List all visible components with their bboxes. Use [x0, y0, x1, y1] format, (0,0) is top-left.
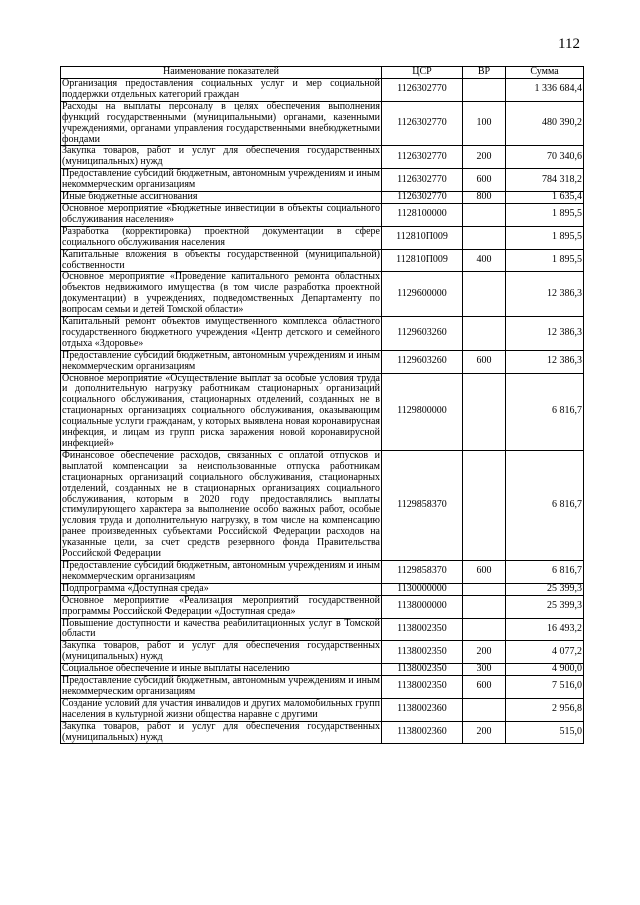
table-row — [61, 583, 584, 595]
table-row — [61, 721, 584, 744]
table-body — [61, 79, 584, 744]
row-sum: 1 895,5 — [506, 249, 584, 272]
row-vr — [463, 450, 506, 560]
table-row — [61, 450, 584, 560]
row-vr — [463, 79, 506, 102]
row-name: Подпрограмма «Доступная среда» — [61, 583, 382, 595]
row-csr: 1129858370 — [382, 450, 463, 560]
table-row — [61, 641, 584, 664]
row-sum: 784 318,2 — [506, 169, 584, 192]
row-vr: 200 — [463, 146, 506, 169]
row-name: Предоставление субсидий бюджетным, автономным учреждениям и иным некоммерческим организациям — [62, 349, 380, 372]
row-sum: 1 336 684,4 — [506, 79, 584, 102]
row-csr: 1129600000 — [382, 272, 463, 317]
row-name: Закупка товаров, работ и услуг для обеспечения государственных (муниципальных) нужд — [62, 640, 380, 663]
row-csr: 1126302770 — [382, 192, 463, 204]
row-name: Основное мероприятие «Бюджетные инвестиции в объекты социального обслуживания населения» — [62, 202, 380, 225]
table-row — [61, 169, 584, 192]
row-sum: 12 386,3 — [506, 317, 584, 351]
row-vr — [463, 272, 506, 317]
row-vr: 100 — [463, 101, 506, 146]
row-vr — [463, 203, 506, 226]
row-vr: 600 — [463, 560, 506, 583]
row-sum: 12 386,3 — [506, 272, 584, 317]
row-name: Предоставление субсидий бюджетным, автономным учреждениям и иным некоммерческим организациям — [62, 559, 380, 582]
table-row — [61, 101, 584, 146]
table-row — [61, 676, 584, 699]
row-name: Социальное обеспечение и иные выплаты населению — [61, 664, 382, 676]
row-name: Закупка товаров, работ и услуг для обеспечения государственных (муниципальных) нужд — [62, 145, 380, 168]
table-row — [61, 79, 584, 102]
row-sum: 1 635,4 — [506, 192, 584, 204]
table-row — [61, 664, 584, 676]
row-name: Повышение доступности и качества реабилитационных услуг в Томской области — [62, 617, 380, 640]
row-name: Основное мероприятие «Проведение капитального ремонта областных объектов недвижимого имущества (в том числе разработка проектной документации) в учреждениях, подведомственных Департаменту по вопросам семьи и детей Томской области» — [62, 271, 380, 316]
row-vr — [463, 618, 506, 641]
row-sum: 7 516,0 — [506, 676, 584, 699]
row-vr — [463, 583, 506, 595]
row-sum: 12 386,3 — [506, 350, 584, 373]
row-name: Предоставление субсидий бюджетным, автономным учреждениям и иным некоммерческим организациям — [62, 675, 380, 697]
row-csr: 1129800000 — [382, 373, 463, 450]
row-name: Капитальный ремонт объектов имущественного комплекса областного государственного бюджетного учреждения «Центр детского и семейного отдыха «Здоровье» — [62, 316, 380, 349]
row-vr — [463, 317, 506, 351]
table-row — [61, 350, 584, 373]
row-vr — [463, 595, 506, 618]
header-csr: ЦСР — [382, 67, 463, 79]
table-row — [61, 317, 584, 351]
row-name: Закупка товаров, работ и услуг для обеспечения государственных (муниципальных) нужд — [62, 720, 380, 743]
row-csr: 112810П009 — [382, 226, 463, 249]
row-vr: 800 — [463, 192, 506, 204]
row-name: Финансовое обеспечение расходов, связанных с оплатой отпусков и выплатой компенсации за неиспользованные отпуска работникам стационарных организаций социального обслуживания, стационарных отделений, созданных не в стационарных организациях социального обслуживания, которым в 2020 году предоставлялись выплаты стимулирующего характера за выполнение особо важных работ, особые условия труда и дополнительную нагрузку, в том числе на компенсацию ранее произведенных субъектами Российской Федерации расходов на указанные цели, за счет средств резервного фонда Правительства Российской Федерации — [62, 449, 380, 560]
row-vr: 600 — [463, 169, 506, 192]
row-sum: 1 895,5 — [506, 226, 584, 249]
row-csr: 1129858370 — [382, 560, 463, 583]
row-vr: 200 — [463, 721, 506, 744]
header-sum: Сумма — [506, 67, 584, 79]
row-sum: 16 493,2 — [506, 618, 584, 641]
row-sum: 480 390,2 — [506, 101, 584, 146]
table-row — [61, 560, 584, 583]
row-name: Иные бюджетные ассигнования — [61, 192, 382, 204]
row-sum: 2 956,8 — [506, 698, 584, 721]
row-name: Основное мероприятие «Реализация мероприятий государственной программы Российской Федерации «Доступная среда» — [62, 594, 380, 617]
table-row — [61, 618, 584, 641]
row-name: Создание условий для участия инвалидов и других маломобильных групп населения в культурной жизни общества наравне с другими — [62, 697, 380, 720]
row-name: Разработка (корректировка) проектной документации в сфере социального обслуживания населения — [62, 225, 380, 248]
row-csr: 112810П009 — [382, 249, 463, 272]
table-row — [61, 203, 584, 226]
budget-table — [60, 66, 584, 744]
row-csr: 1126302770 — [382, 101, 463, 146]
row-csr: 1126302770 — [382, 169, 463, 192]
row-sum: 25 399,3 — [506, 595, 584, 618]
row-vr: 600 — [463, 676, 506, 699]
row-csr: 1138002350 — [382, 641, 463, 664]
page-number: 112 — [558, 36, 580, 52]
row-name: Основное мероприятие «Осуществление выплат за особые условия труда и дополнительную нагрузку работникам стационарных организаций социального обслуживания, стационарных отделений, созданных не в стационарных организациях социального обслуживания, оказывающим социальные услуги гражданам, у которых выявлена новая коронавирусная инфекция, и лицам из групп риска заражения новой коронавирусной инфекцией» — [62, 372, 380, 449]
row-name: Предоставление субсидий бюджетным, автономным учреждениям и иным некоммерческим организациям — [62, 168, 380, 191]
row-vr: 600 — [463, 350, 506, 373]
row-csr: 1138002360 — [382, 698, 463, 721]
row-csr: 1126302770 — [382, 146, 463, 169]
row-csr: 1129603260 — [382, 317, 463, 351]
row-name: Организация предоставления социальных услуг и мер социальной поддержки отдельных категорий граждан — [62, 78, 380, 100]
row-sum: 6 816,7 — [506, 450, 584, 560]
row-sum: 70 340,6 — [506, 146, 584, 169]
row-vr: 200 — [463, 641, 506, 664]
row-sum: 4 077,2 — [506, 641, 584, 664]
row-name: Капитальные вложения в объекты государственной (муниципальной) собственности — [62, 248, 380, 271]
row-csr: 1138002350 — [382, 664, 463, 676]
row-vr: 400 — [463, 249, 506, 272]
row-csr: 1138000000 — [382, 595, 463, 618]
row-vr — [463, 373, 506, 450]
row-sum: 6 816,7 — [506, 560, 584, 583]
row-sum: 1 895,5 — [506, 203, 584, 226]
header-name: Наименование показателей — [61, 67, 382, 79]
table-row — [61, 146, 584, 169]
row-sum: 515,0 — [506, 721, 584, 744]
table-row — [61, 192, 584, 204]
row-csr: 1128100000 — [382, 203, 463, 226]
row-vr — [463, 698, 506, 721]
table-row — [61, 249, 584, 272]
row-sum: 4 900,0 — [506, 664, 584, 676]
row-vr — [463, 226, 506, 249]
row-csr: 1138002350 — [382, 618, 463, 641]
row-csr: 1138002350 — [382, 676, 463, 699]
table-row — [61, 373, 584, 450]
row-vr: 300 — [463, 664, 506, 676]
row-csr: 1130000000 — [382, 583, 463, 595]
row-csr: 1126302770 — [382, 79, 463, 102]
header-vr: ВР — [463, 67, 506, 79]
table-row — [61, 698, 584, 721]
table-row — [61, 226, 584, 249]
row-sum: 6 816,7 — [506, 373, 584, 450]
table-header-row — [61, 67, 584, 79]
row-name: Расходы на выплаты персоналу в целях обеспечения выполнения функций государственными (муниципальными) органами, казенными учреждениями, органами управления государственными внебюджетными фондами — [62, 100, 380, 145]
row-sum: 25 399,3 — [506, 583, 584, 595]
table-row — [61, 272, 584, 317]
row-csr: 1138002360 — [382, 721, 463, 744]
table-row — [61, 595, 584, 618]
row-csr: 1129603260 — [382, 350, 463, 373]
